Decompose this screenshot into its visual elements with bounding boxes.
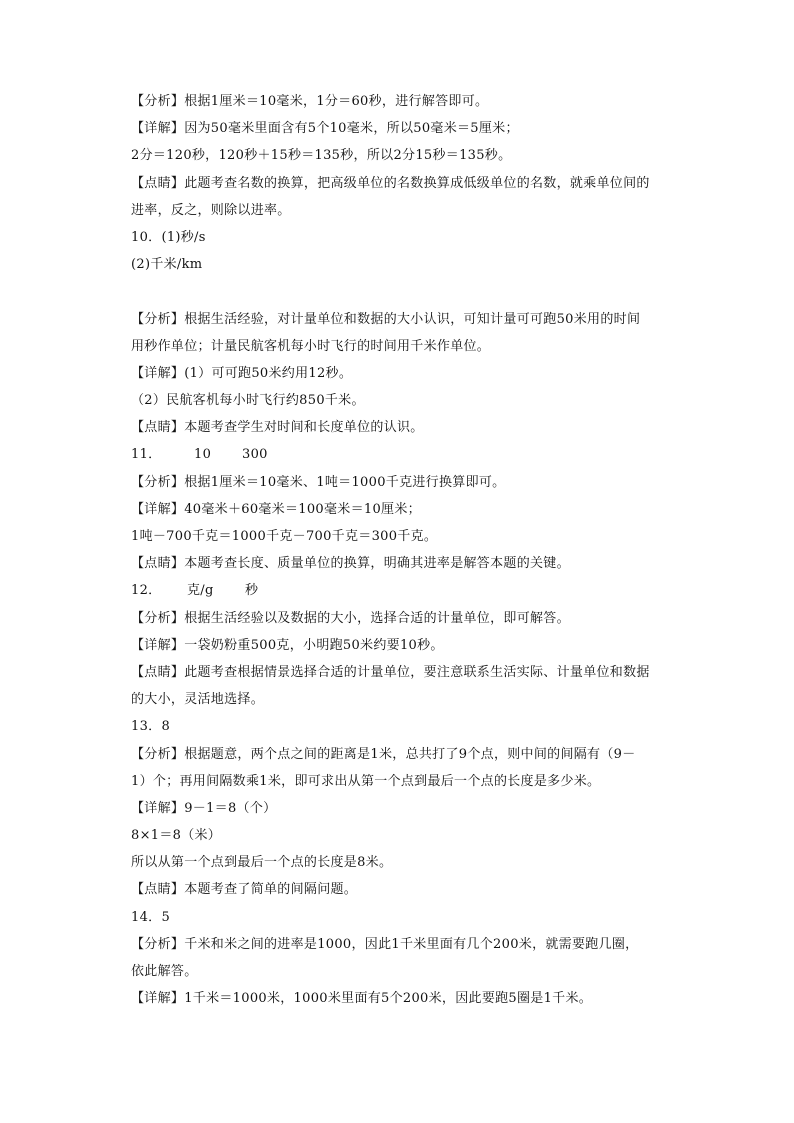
q10-header: 10．(1)秒/s — [131, 229, 206, 245]
q12-comment-line-2: 的大小，灵活地选择。 — [131, 692, 265, 708]
q10-detail-line-2: （2）民航客机每小时飞行约850千米。 — [131, 393, 365, 409]
q14-header: 14．5 — [131, 909, 171, 925]
q10-comment: 【点睛】本题考查学生对时间和长度单位的认识。 — [131, 420, 424, 436]
q9-comment-line-1: 【点睛】此题考查名数的换算，把高级单位的名数换算成低级单位的名数，就乘单位间的 — [131, 175, 650, 191]
q11-detail-line-1: 【详解】40毫米＋60毫米＝100毫米＝10厘米； — [131, 501, 421, 517]
q10-analysis-line-2: 用秒作单位；计量民航客机每小时飞行的时间用千米作单位。 — [131, 338, 491, 354]
q13-analysis-line-1: 【分析】根据题意，两个点之间的距离是1米，总共打了9个点，则中间的间隔有（9－ — [131, 746, 636, 762]
q9-detail-line-2: 2分＝120秒，120秒＋15秒＝135秒，所以2分15秒＝135秒。 — [131, 148, 512, 164]
q9-analysis: 【分析】根据1厘米＝10毫米，1分＝60秒，进行解答即可。 — [131, 94, 489, 109]
q10-answer-2: (2)千米/km — [131, 257, 203, 273]
q13-detail-line-2: 8×1＝8（米） — [131, 828, 222, 844]
q9-detail-line-1: 【详解】因为50毫米里面含有5个10毫米，所以50毫米＝5厘米； — [131, 121, 519, 137]
q14-analysis-line-2: 依此解答。 — [131, 964, 198, 979]
q11-number: 11． — [131, 447, 162, 463]
q13-detail-line-3: 所以从第一个点到最后一个点的长度是8米。 — [131, 855, 393, 871]
q13-analysis-line-2: 1）个；再用间隔数乘1米，即可求出从第一个点到最后一个点的长度是多少米。 — [131, 773, 601, 789]
q14-analysis-line-1: 【分析】千米和米之间的进率是1000，因此1千米里面有几个200米，就需要跑几圈， — [131, 936, 639, 952]
document-page — [131, 88, 676, 1012]
q12-analysis: 【分析】根据生活经验以及数据的大小，选择合适的计量单位，即可解答。 — [131, 610, 570, 626]
q12-comment-line-1: 【点睛】此题考查根据情景选择合适的计量单位，要注意联系生活实际、计量单位和数据 — [131, 664, 650, 680]
q11-detail-line-2: 1吨－700千克＝1000千克－700千克＝300千克。 — [131, 529, 438, 544]
q12-detail: 【详解】一袋奶粉重500克，小明跑50米约要10秒。 — [131, 637, 444, 653]
q12-header — [131, 577, 676, 604]
blank-line — [131, 278, 676, 305]
q11-answer-a: 10 — [194, 447, 212, 463]
q11-analysis: 【分析】根据1厘米＝10毫米、1吨＝1000千克进行换算即可。 — [131, 474, 506, 490]
q11-comment: 【点睛】本题考查长度、质量单位的换算，明确其进率是解答本题的关键。 — [131, 556, 570, 572]
q10-detail-line-1: 【详解】(1）可可跑50米约用12秒。 — [131, 365, 353, 381]
q11-answer-b: 300 — [242, 447, 268, 463]
q12-answer-a: 克/g — [187, 583, 214, 599]
q10-analysis-line-1: 【分析】根据生活经验，对计量单位和数据的大小认识，可知计量可可跑50米用的时间 — [131, 311, 641, 327]
q14-detail: 【详解】1千米＝1000米，1000米里面有5个200米，因此要跑5圈是1千米。 — [131, 991, 593, 1007]
q9-comment-line-2: 进率，反之，则除以进率。 — [131, 202, 291, 218]
q12-answer-b: 秒 — [245, 583, 259, 599]
q11-header — [131, 441, 676, 468]
q13-header: 13．8 — [131, 719, 171, 735]
q12-number: 12． — [131, 583, 162, 599]
q13-comment: 【点睛】本题考查了简单的间隔问题。 — [131, 882, 358, 898]
q13-detail-line-1: 【详解】9－1＝8（个） — [131, 800, 277, 816]
